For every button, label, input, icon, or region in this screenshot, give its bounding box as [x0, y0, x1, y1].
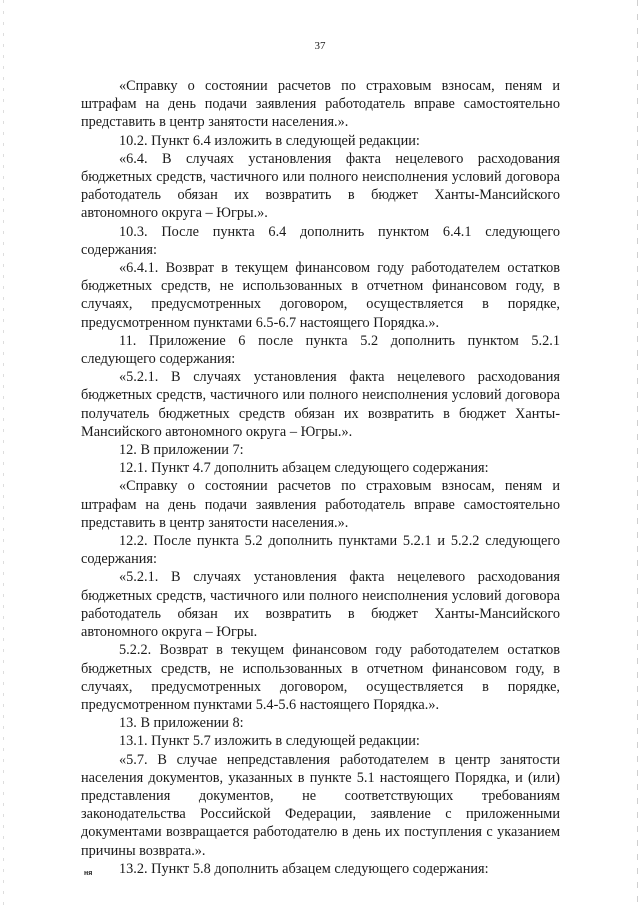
paragraph: «Справку о состоянии расчетов по страховым взносам, пеням и штрафам на день подачи заявления работодатель вправе самостоятельно представить в центр занятости населения.».: [81, 78, 560, 131]
paragraph: «6.4.1. Возврат в текущем финансовом году работодателем остатков бюджетных средств, не использованных в отчетном финансовом году, в случаях, предусмотренных договором, осуществляется в порядке, предусмотренном пунктами 6.5-6.7 настоящего Порядка.».: [81, 260, 560, 331]
paragraph: «5.7. В случае непредставления работодателем в центр занятости населения документов, указанных в пункте 5.1 настоящего Порядка, и (или) представления документов, не соответствующих требованиям законодательства Российской Федерации, заявление с приложенными документами возвращается работодателю в день их поступления с указанием причины возврата.».: [81, 751, 560, 859]
paragraph: «5.2.1. В случаях установления факта нецелевого расходования бюджетных средств, частичного или полного неисполнения условий договора получатель бюджетных средств обязан их возвратить в бюджет Ханты-Мансийского автономного округа – Югры.».: [81, 369, 560, 440]
paragraph: «5.2.1. В случаях установления факта нецелевого расходования бюджетных средств, частичного или полного неисполнения условий договора работодатель обязан их возвратить в бюджет Ханты-Мансийского автономного округа – Югры.: [81, 569, 560, 641]
scan-edge-left: [3, 0, 4, 905]
footer-mark: ня: [84, 870, 93, 877]
paragraph: 10.2. Пункт 6.4 изложить в следующей редакции:: [119, 132, 420, 149]
paragraph: 5.2.2. Возврат в текущем финансовом году работодателем остатков бюджетных средств, не использованных в отчетном финансовом году, в случаях, предусмотренных договором, осуществляется в порядке, предусмотренном пунктами 5.4-5.6 настоящего Порядка.».: [81, 642, 560, 713]
page-number: 37: [314, 40, 326, 52]
paragraph: 12.1. Пункт 4.7 дополнить абзацем следующего содержания:: [119, 460, 489, 477]
paragraph: «Справку о состоянии расчетов по страховым взносам, пеням и штрафам на день подачи заявления работодатель вправе самостоятельно представить в центр занятости населения.».: [81, 478, 560, 531]
document-body: [81, 77, 560, 878]
scan-edge-right: [637, 0, 638, 905]
paragraph: 12. В приложении 7:: [119, 442, 244, 459]
paragraph: 13.2. Пункт 5.8 дополнить абзацем следующего содержания:: [119, 860, 489, 877]
paragraph: 10.3. После пункта 6.4 дополнить пунктом 6.4.1 следующего содержания:: [81, 223, 560, 258]
paragraph: 13. В приложении 8:: [119, 715, 244, 732]
paragraph: 12.2. После пункта 5.2 дополнить пунктами 5.2.1 и 5.2.2 следующего содержания:: [81, 533, 560, 568]
paragraph: 11. Приложение 6 после пункта 5.2 дополнить пунктом 5.2.1 следующего содержания:: [81, 332, 560, 368]
paragraph: 13.1. Пункт 5.7 изложить в следующей редакции:: [119, 733, 420, 750]
paragraph: «6.4. В случаях установления факта нецелевого расходования бюджетных средств, частичного или полного неисполнения условий договора работодатель обязан их возвратить в бюджет Ханты-Мансийского автономного округа – Югры.».: [81, 150, 560, 222]
